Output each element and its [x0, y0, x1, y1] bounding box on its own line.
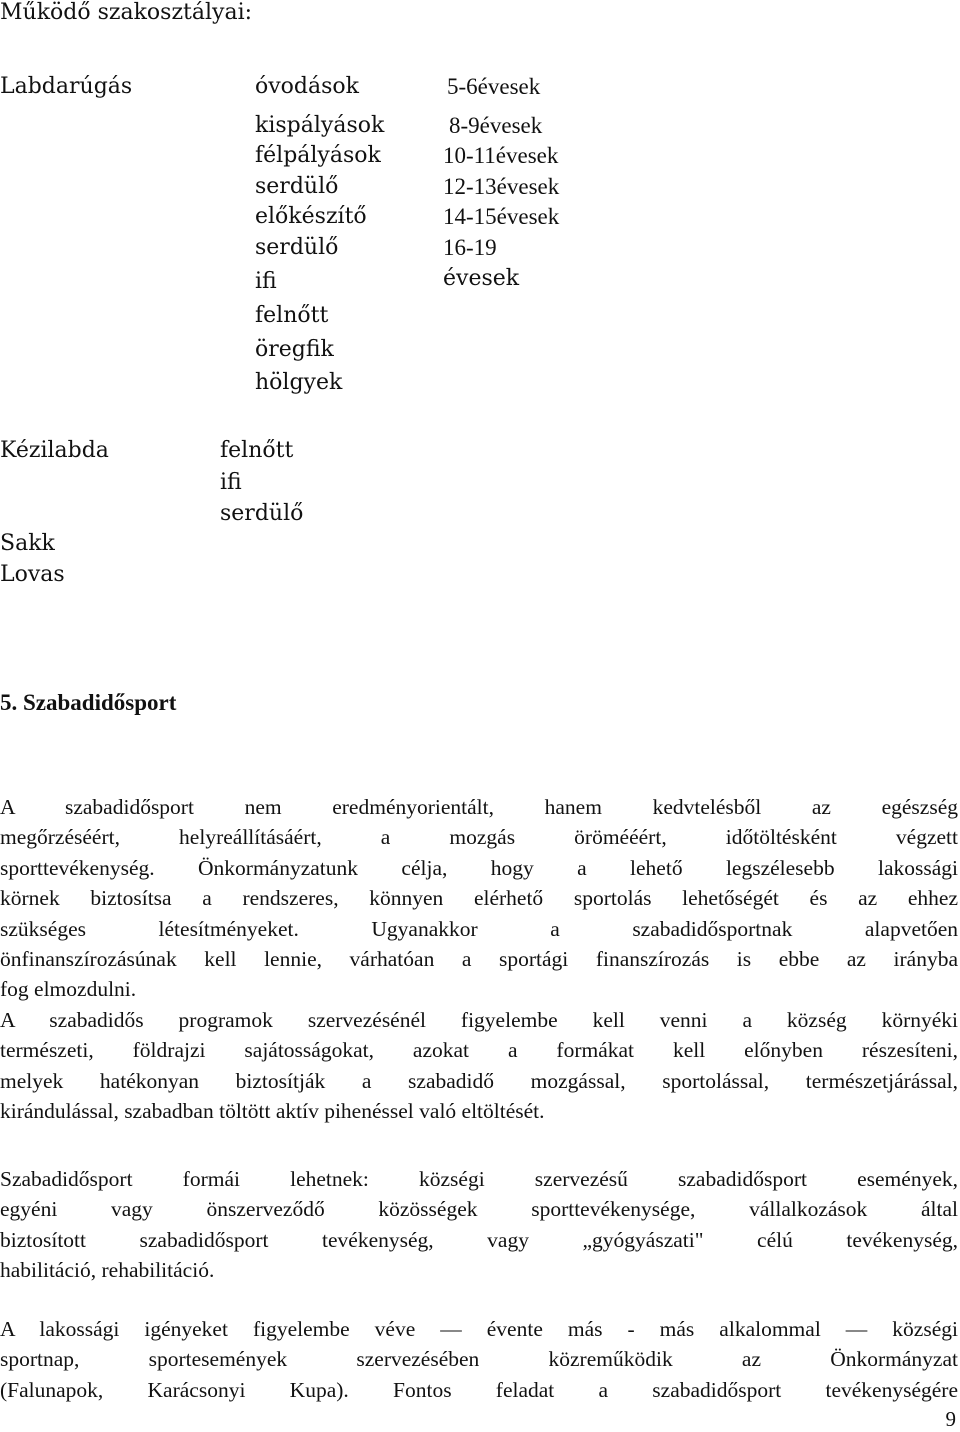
- paragraph-line: melyek hatékonyan biztosítják a szabadidő mozgással, sportolással, természetjárással,: [0, 1068, 958, 1093]
- paragraph-line: sporttevékenység. Önkormányzatunk célja, hogy a lehető legszélesebb lakossági: [0, 855, 958, 880]
- football-age: 14-15évesek: [443, 204, 560, 229]
- handball-group: ifi: [220, 470, 242, 495]
- paragraph-line: (Falunapok, Karácsonyi Kupa). Fontos feladat a szabadidősport tevékenységére: [0, 1377, 958, 1402]
- paragraph: [0, 1164, 958, 1286]
- paragraph-line: A szabadidősport nem eredményorientált, hanem kedvtelésből az egészség: [0, 795, 958, 819]
- football-age: 16-19: [443, 235, 497, 260]
- football-group: serdülő: [255, 174, 339, 199]
- paragraph-line: kirándulással, szabadban töltött aktív pihenéssel való eltöltését.: [0, 1099, 545, 1124]
- paragraph-line: megőrzéséért, helyreállításáért, a mozgás örömééért, időtöltésként végzett: [0, 825, 958, 850]
- football-group: óvodások: [255, 74, 359, 99]
- football-group: hölgyek: [255, 370, 343, 395]
- section-label-handball: Kézilabda: [0, 438, 109, 463]
- paragraph-line: habilitáció, rehabilitáció.: [0, 1258, 215, 1283]
- football-age: 10-11évesek: [443, 143, 559, 168]
- paragraph-line: biztosított szabadidősport tevékenység, vagy „gyógyászati" célú tevékenység,: [0, 1227, 958, 1252]
- section-label-chess: Sakk: [0, 531, 55, 556]
- football-group: ifi: [255, 269, 277, 294]
- paragraph-line: önfinanszírozásúnak kell lennie, várhatóan a sportági finanszírozás is ebbe az irányba: [0, 947, 958, 972]
- football-age: 5-6évesek: [447, 74, 541, 99]
- paragraph: [0, 792, 958, 1126]
- football-age: 8-9évesek: [449, 113, 543, 138]
- football-age: évesek: [443, 266, 520, 291]
- paragraph-line: Szabadidősport formái lehetnek: községi szervezésű szabadidősport események,: [0, 1167, 958, 1191]
- football-group: öregfik: [255, 337, 334, 362]
- paragraph-line: szükséges létesítményeket. Ugyanakkor a szabadidősportnak alapvetően: [0, 916, 958, 941]
- section-label-riding: Lovas: [0, 562, 65, 587]
- paragraph-line: fog elmozdulni.: [0, 977, 137, 1002]
- section-label-football: Labdarúgás: [0, 74, 133, 99]
- football-group: kispályások: [255, 113, 385, 138]
- handball-group: serdülő: [220, 501, 304, 526]
- paragraph-line: A lakossági igényeket figyelembe véve — évente más - más alkalommal — községi: [0, 1317, 958, 1341]
- page-number: 9: [945, 1407, 956, 1431]
- paragraph-line: sportnap, sportesemények szervezésében közreműködik az Önkormányzat: [0, 1347, 958, 1372]
- football-group: felnőtt: [255, 303, 329, 328]
- football-group: félpályások: [255, 143, 381, 168]
- paragraph-line: A szabadidős programok szervezésénél figyelembe kell venni a község környéki: [0, 1007, 958, 1032]
- football-age: 12-13évesek: [443, 174, 560, 199]
- paragraph-line: egyéni vagy önszerveződő közösségek sporttevékenysége, vállalkozások által: [0, 1197, 958, 1222]
- football-group: előkészítő: [255, 204, 367, 229]
- paragraph-line: természeti, földrajzi sajátosságokat, azokat a formákat kell előnyben részesíteni,: [0, 1038, 958, 1063]
- handball-group: felnőtt: [220, 438, 294, 463]
- page-title: Működő szakosztályai:: [0, 0, 253, 25]
- paragraph-line: körnek biztosítsa a rendszeres, könnyen elérhető sportolás lehetőségét és az ehhez: [0, 886, 958, 911]
- football-group: serdülő: [255, 235, 339, 260]
- section-heading: 5. Szabadidősport: [0, 690, 177, 715]
- paragraph: [0, 1314, 958, 1405]
